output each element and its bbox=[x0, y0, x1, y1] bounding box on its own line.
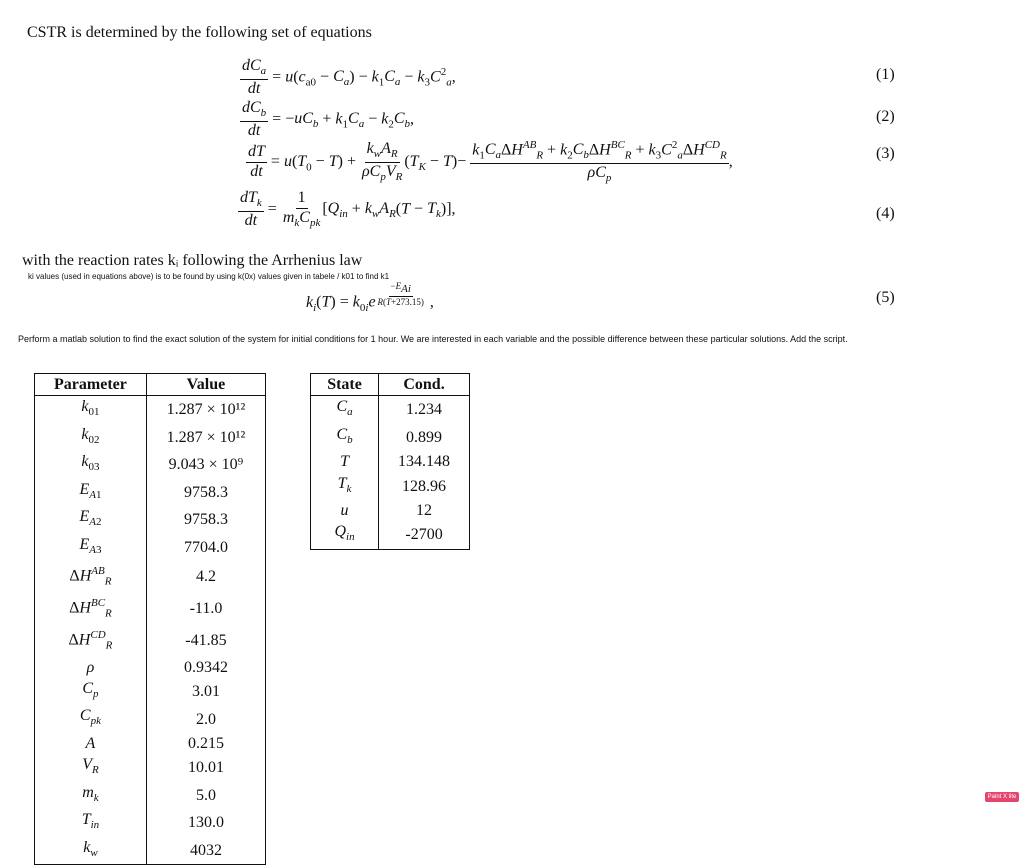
table-row: $k_{03}$ 9.043 × 10⁹ bbox=[35, 451, 266, 478]
table-row: $\Delta H^{CD}_R$ -41.85 bbox=[35, 625, 266, 657]
eq-number-5: (5) bbox=[876, 289, 895, 306]
table-row: $C_p$ 3.01 bbox=[35, 678, 266, 705]
table-row: $T_k$ 128.96 bbox=[311, 473, 470, 500]
equation-5: $k_i(T) = k_{0i}e$ $^{\frac{-E_{Ai}}{R(T+273.15)}}$ , bbox=[306, 280, 434, 314]
value-ea2: 9758.3 bbox=[183, 511, 228, 529]
param-header: Parameter bbox=[35, 374, 147, 396]
value-cpk: 2.0 bbox=[195, 710, 216, 728]
table-row: $\Delta H^{BC}_R$ -11.0 bbox=[35, 593, 266, 625]
eq-number-2: (2) bbox=[876, 108, 895, 125]
table-row: $E_{A2}$ 9758.3 bbox=[35, 506, 266, 533]
value-dh-bc: -11.0 bbox=[189, 600, 223, 618]
table-row: $k_{01}$ 1.287 × 10¹² bbox=[35, 396, 266, 424]
value-dh-cd: -41.85 bbox=[185, 632, 227, 650]
cond-u: 12 bbox=[416, 502, 433, 520]
arrhenius-title: with the reaction rates kᵢ following the Arrhenius law bbox=[22, 252, 363, 269]
table-row: u 12 bbox=[311, 500, 470, 521]
table-row: $E_{A3}$ 7704.0 bbox=[35, 534, 266, 561]
cond-cb: 0.899 bbox=[406, 428, 443, 446]
state-header: State bbox=[311, 374, 379, 396]
note-text: ki values (used in equations above) is to be found by using k(0x) values given in tabele / k01 to find k1 bbox=[28, 272, 390, 281]
intro-text: CSTR is determined by the following set of equations bbox=[27, 24, 372, 41]
eq-number-4: (4) bbox=[876, 205, 895, 222]
cond-ca: 1.234 bbox=[406, 401, 443, 419]
value-k02: 1.287 × 10¹² bbox=[166, 428, 246, 446]
table-row: $E_{A1}$ 9758.3 bbox=[35, 479, 266, 506]
parameter-table bbox=[34, 373, 266, 865]
table-row: $\Delta H^{AB}_R$ 4.2 bbox=[35, 561, 266, 593]
equation-4: $\frac{dT_k}{dt}$ = $\frac{1}{m_kC_{pk}}$ $[Q_{in} + k_wA_R(T - T_k)]$, bbox=[240, 189, 456, 229]
value-k03: 9.043 × 10⁹ bbox=[168, 456, 244, 474]
value-ea3: 7704.0 bbox=[183, 538, 228, 556]
state-table bbox=[310, 373, 470, 550]
value-header: Value bbox=[146, 374, 265, 396]
cond-tk: 128.96 bbox=[402, 477, 447, 495]
value-ea1: 9758.3 bbox=[183, 483, 228, 501]
equation-2: $\frac{dC_b}{dt}$ = $-uC_b + k_1C_a - k_2C_b$, bbox=[242, 99, 415, 139]
value-vr: 10.01 bbox=[187, 759, 224, 777]
table-row: ρ 0.9342 bbox=[35, 657, 266, 678]
table-row: A 0.215 bbox=[35, 733, 266, 754]
equation-1: $\frac{dC_a}{dt}$ = $u(c_{a0} - C_a) - k_1C_a - k_3C^2_a$, bbox=[242, 57, 456, 97]
table-row: $T_{in}$ 130.0 bbox=[35, 809, 266, 836]
eq-number-3: (3) bbox=[876, 145, 895, 162]
cond-t: 134.148 bbox=[398, 453, 451, 471]
value-mk: 5.0 bbox=[195, 786, 216, 804]
cond-header: Cond. bbox=[379, 374, 470, 396]
value-a: 0.215 bbox=[187, 734, 224, 752]
cond-qin: -2700 bbox=[405, 526, 443, 544]
table-row: T 134.148 bbox=[311, 451, 470, 472]
instruction-text: Perform a matlab solution to find the exact solution of the system for initial conditions for 1 hour. We are interested in each variable and the possible difference between these particular solutions. Add the script. bbox=[18, 334, 848, 344]
table-row: $k_w$ 4032 bbox=[35, 837, 266, 865]
table-row: $Q_{in}$ -2700 bbox=[311, 521, 470, 549]
table-row: $V_R$ 10.01 bbox=[35, 754, 266, 781]
table-row: $k_{02}$ 1.287 × 10¹² bbox=[35, 424, 266, 451]
value-cp: 3.01 bbox=[191, 683, 220, 701]
eq-number-1: (1) bbox=[876, 66, 895, 83]
equation-3: $\frac{dT}{dt}$ = $u(T_0 - T)$ + $\frac{k_wA_R}{\rho C_pV_R}$ $(T_K - T)-$ $\frac{k_1C_a\Delta H^{AB}_R + k_2C_b\Delta H^{BC}_R + k_3C^2_a\Delta H^{CD}_R}{\rho C_p}$ , bbox=[248, 139, 733, 185]
value-kw: 4032 bbox=[189, 841, 222, 859]
value-k01: 1.287 × 10¹² bbox=[166, 401, 246, 419]
value-tin: 130.0 bbox=[187, 814, 224, 832]
table-row: $C_a$ 1.234 bbox=[311, 396, 470, 424]
value-rho: 0.9342 bbox=[183, 658, 228, 676]
table-row: $C_b$ 0.899 bbox=[311, 424, 470, 451]
paint-x-lite-badge: Paint X lite bbox=[985, 792, 1019, 802]
table-row: $m_k$ 5.0 bbox=[35, 782, 266, 809]
table-row: $C_{pk}$ 2.0 bbox=[35, 705, 266, 732]
value-dh-ab: 4.2 bbox=[195, 568, 216, 586]
